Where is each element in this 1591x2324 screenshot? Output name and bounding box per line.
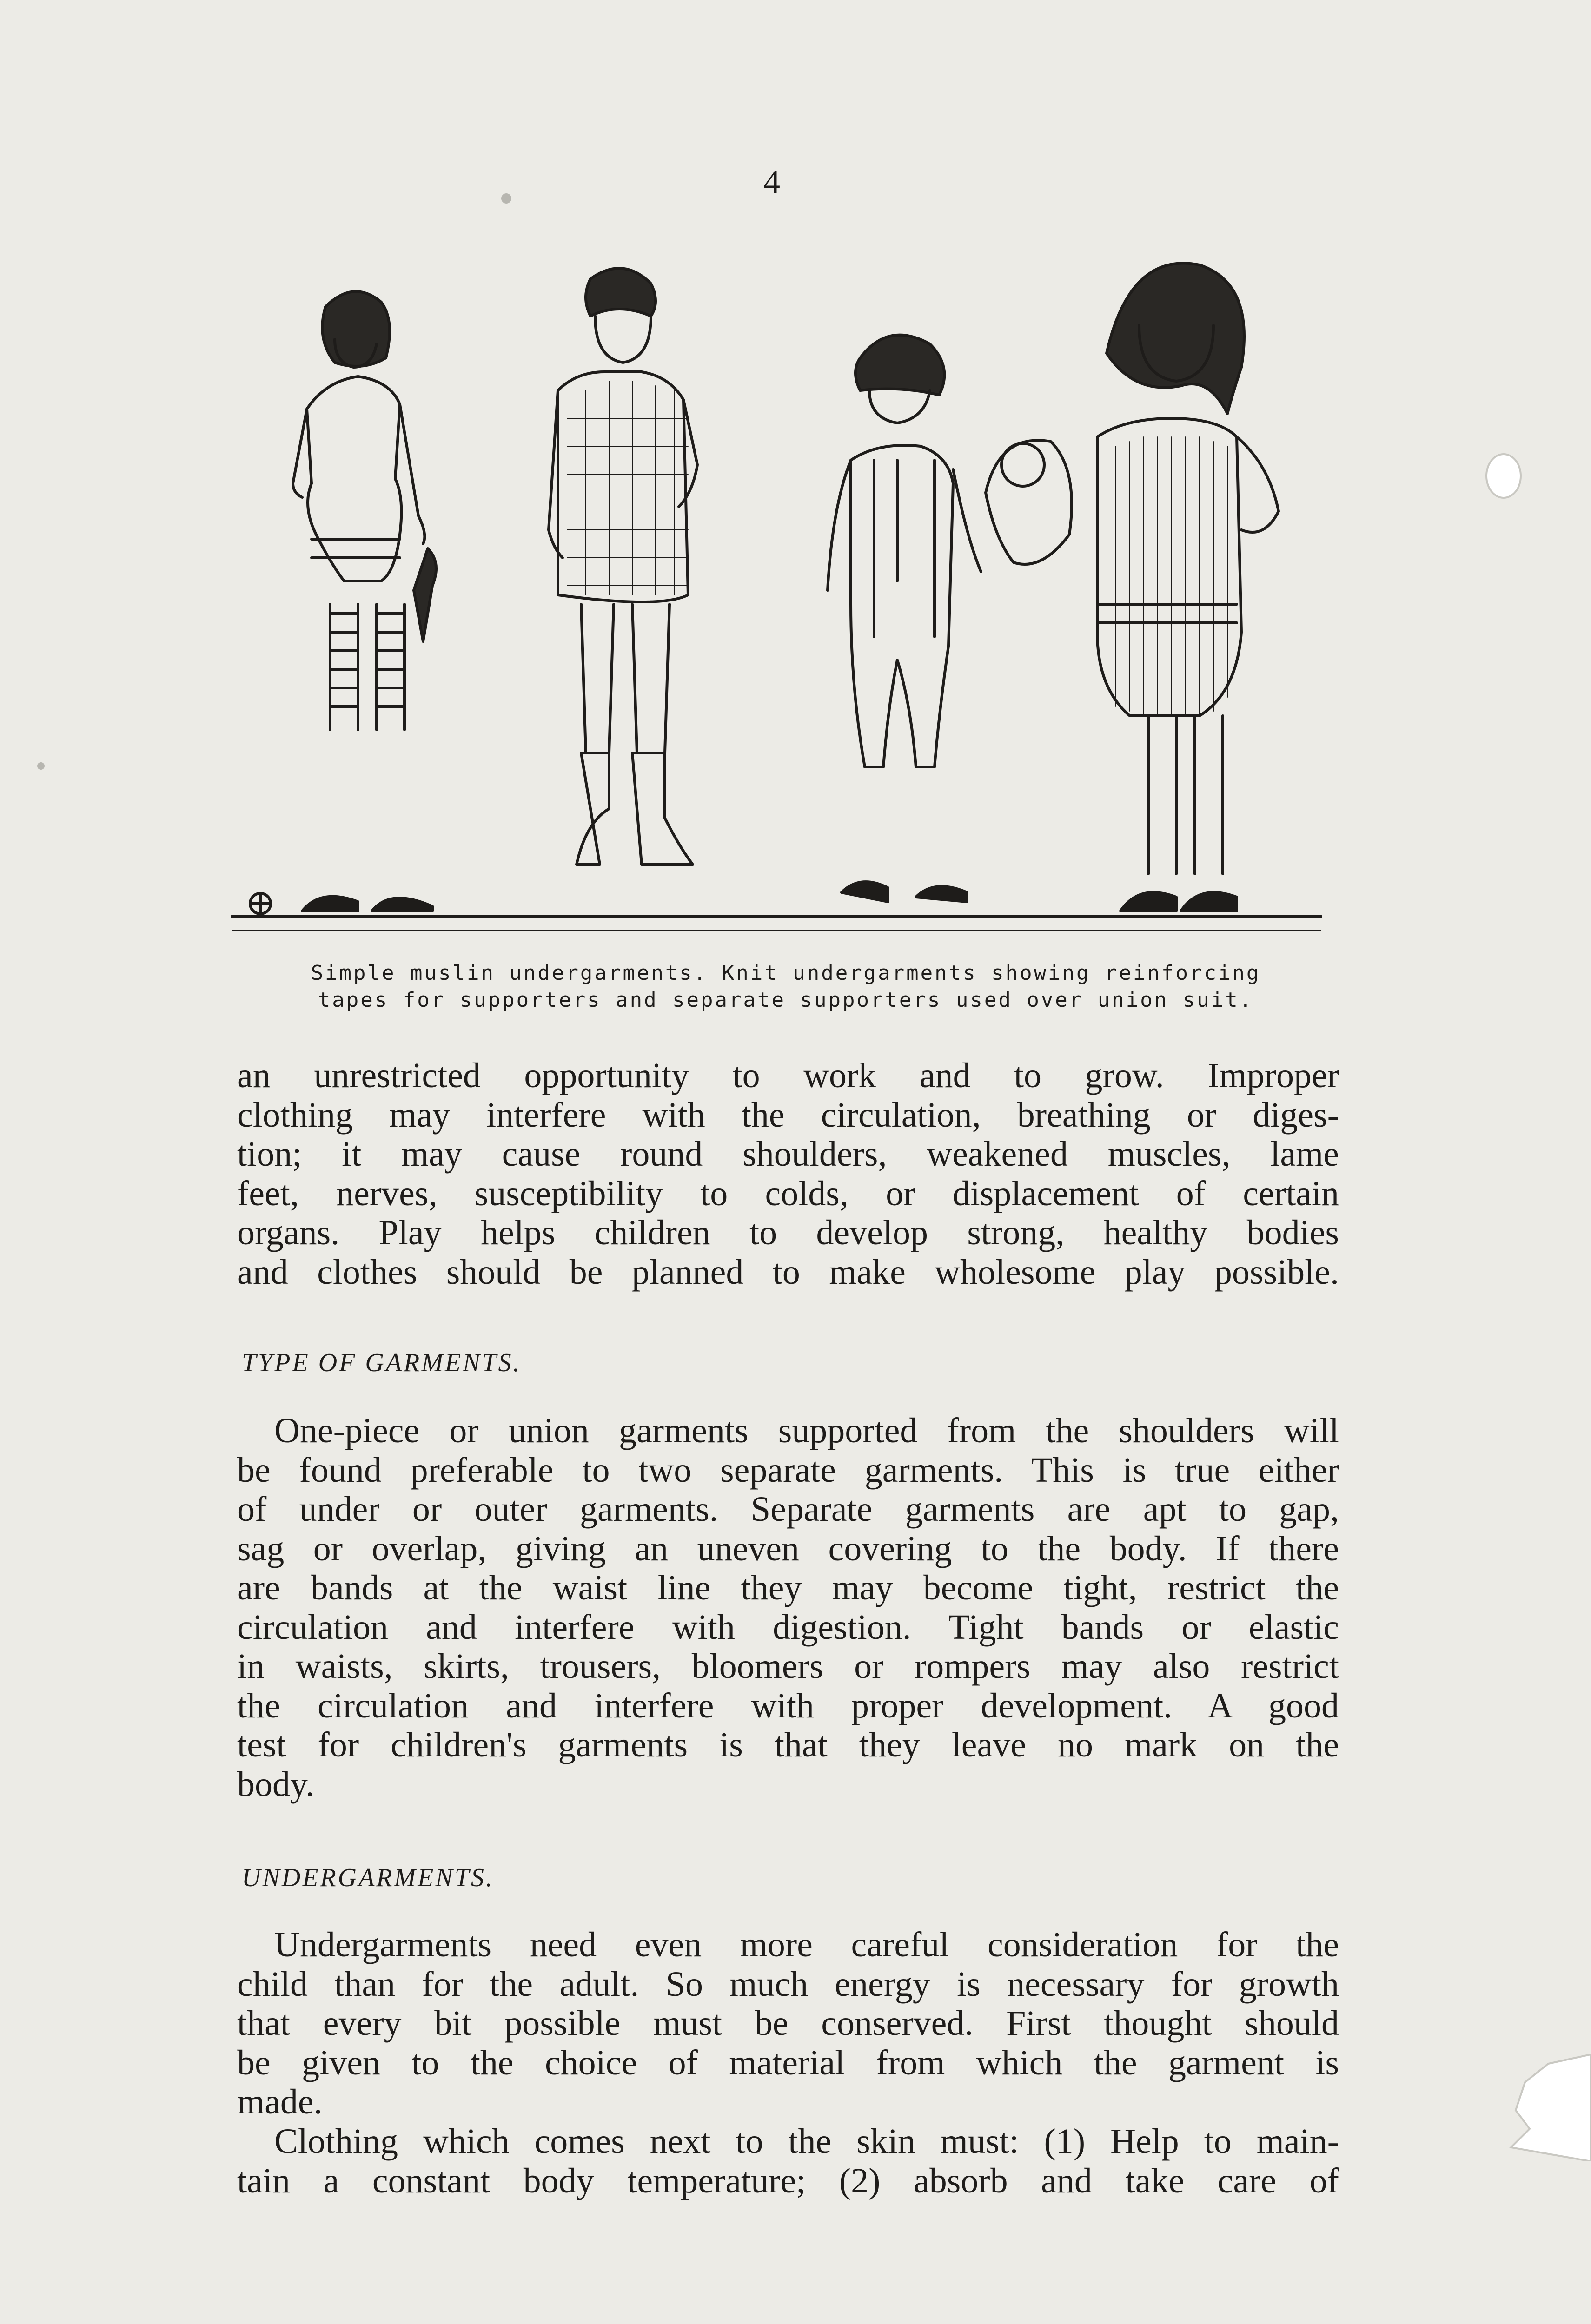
text-line: of under or outer garments. Separate garments are apt to gap, bbox=[237, 1490, 1339, 1529]
binding-hole bbox=[1485, 453, 1522, 499]
text-line: circulation and interfere with digestion. Tight bands or elastic bbox=[237, 1607, 1339, 1647]
figure-caption bbox=[228, 960, 1344, 1014]
caption-line: tapes for supporters and separate supporters used over union suit. bbox=[318, 988, 1254, 1012]
children-illustration bbox=[223, 251, 1330, 948]
paragraph-opportunity bbox=[237, 1056, 1339, 1292]
text-line: be found preferable to two separate garments. This is true either bbox=[237, 1450, 1339, 1490]
text-line: made. bbox=[237, 2082, 323, 2121]
section-heading: TYPE OF GARMENTS. bbox=[242, 1348, 522, 1377]
text-line: tion; it may cause round shoulders, weakened muscles, lame bbox=[237, 1135, 1339, 1174]
text-line: and clothes should be planned to make wholesome play possible. bbox=[237, 1252, 1339, 1292]
paragraph-union-garments bbox=[237, 1411, 1339, 1804]
text-line: are bands at the waist line they may become tight, restrict the bbox=[237, 1568, 1339, 1607]
caption-line: Simple muslin undergarments. Knit undergarments showing reinforcing bbox=[311, 961, 1261, 985]
paragraph-clothing-next-to-skin bbox=[237, 2122, 1339, 2200]
text-line: body. bbox=[237, 1764, 315, 1804]
girl-striped-supporters-figure bbox=[986, 263, 1279, 911]
section-heading: UNDERGARMENTS. bbox=[242, 1863, 494, 1892]
section-heading-undergarments bbox=[242, 1863, 1344, 1893]
artist-monogram bbox=[250, 893, 271, 914]
paragraph-undergarments bbox=[237, 1925, 1339, 2122]
text-line: organs. Play helps children to develop strong, healthy bodies bbox=[237, 1213, 1339, 1252]
ink-speck bbox=[501, 193, 511, 204]
text-line: the circulation and interfere with proper development. A good bbox=[237, 1686, 1339, 1725]
text-line: an unrestricted opportunity to work and to grow. Improper bbox=[237, 1056, 1339, 1095]
girl-muslin-figure bbox=[293, 291, 436, 911]
toddler-knit-suit-figure bbox=[828, 335, 981, 902]
page-number: 4 bbox=[763, 163, 780, 200]
ink-speck bbox=[37, 762, 45, 770]
text-line: Undergarments need even more careful consideration for the bbox=[274, 1925, 1339, 1964]
text-line: be given to the choice of material from which the garment is bbox=[237, 2043, 1339, 2082]
text-line: that every bit possible must be conserved. First thought should bbox=[237, 2004, 1339, 2043]
section-heading-type-of-garments bbox=[242, 1348, 1344, 1378]
text-line: sag or overlap, giving an uneven covering to the body. If there bbox=[237, 1529, 1339, 1568]
text-line: One-piece or union garments supported from the shoulders will bbox=[274, 1411, 1339, 1450]
text-line: child than for the adult. So much energy is necessary for growth bbox=[237, 1964, 1339, 2004]
text-line: tain a constant body temperature; (2) absorb and take care of bbox=[237, 2161, 1339, 2200]
torn-page-edge bbox=[1497, 2054, 1591, 2161]
text-line: clothing may interfere with the circulation, breathing or diges- bbox=[237, 1095, 1339, 1135]
text-line: test for children's garments is that they leave no mark on the bbox=[237, 1725, 1339, 1764]
text-line: feet, nerves, susceptibility to colds, or displacement of certain bbox=[237, 1174, 1339, 1213]
text-line: in waists, skirts, trousers, bloomers or rompers may also restrict bbox=[237, 1647, 1339, 1686]
boy-checked-suit-figure bbox=[549, 268, 697, 865]
text-line: Clothing which comes next to the skin must: (1) Help to main- bbox=[274, 2122, 1339, 2161]
